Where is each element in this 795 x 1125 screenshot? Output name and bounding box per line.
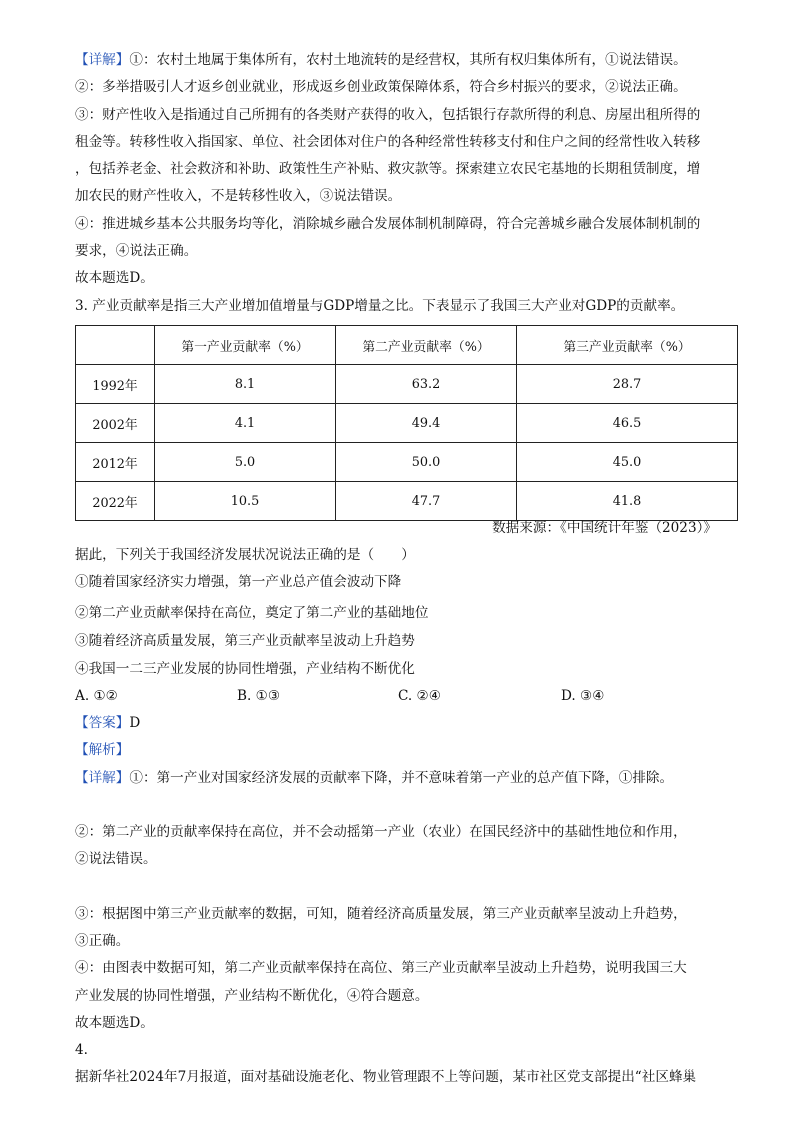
detail-2-line-1: [75, 768, 673, 788]
question-4-text: 据新华社2024年7月报道，面对基础设施老化、物业管理跟不上等问题，某市社区党支部提出“社区蜂巢: [75, 1069, 697, 1085]
table-row: [76, 443, 738, 482]
table-cell: 49.4: [336, 404, 517, 443]
table-cell: 10.5: [155, 482, 336, 521]
detail-1-conclusion: 故本题选D。: [75, 270, 154, 286]
question-4-number: 4.: [75, 1042, 88, 1058]
table-header-cell: [76, 326, 155, 365]
table-cell-year: 2022年: [76, 482, 155, 521]
detail-2-line-6: ④：由图表中数据可知，第二产业贡献率保持在高位、第三产业贡献率呈波动上升趋势，说明我国三大: [75, 960, 687, 976]
detail-tag: 【详解】: [75, 770, 130, 786]
table-cell: 63.2: [336, 365, 517, 404]
detail-1-line-6: 加农民的财产性收入，不是转移性收入，③说法错误。: [75, 188, 402, 204]
answer-line: [75, 713, 140, 733]
table-header-cell: 第三产业贡献率（%）: [517, 326, 738, 365]
option-d: D. ③④: [561, 688, 605, 704]
question-3-stem: 3. 产业贡献率是指三大产业增加值增量与GDP增量之比。下表显示了我国三大产业对GDP的贡献率。: [75, 298, 685, 314]
option-b: B. ①③: [237, 688, 281, 704]
option-a: A. ①②: [75, 688, 118, 704]
statement-3: ③随着经济高质量发展，第三产业贡献率呈波动上升趋势: [75, 633, 415, 649]
table-cell: 8.1: [155, 365, 336, 404]
detail-1-line-4: 租金等。转移性收入指国家、单位、社会团体对住户的各种经常性转移支付和住户之间的经常性收入转移: [75, 134, 701, 150]
table-cell: 46.5: [517, 404, 738, 443]
detail-2-line-4: ③：根据图中第三产业贡献率的数据，可知，随着经济高质量发展，第三产业贡献率呈波动上升趋势，: [75, 906, 687, 922]
table-cell: 4.1: [155, 404, 336, 443]
table-cell-year: 1992年: [76, 365, 155, 404]
detail-2-text: ①：第一产业对国家经济发展的贡献率下降，并不意味着第一产业的总产值下降，①排除。: [129, 770, 674, 786]
detail-2-line-5: ③正确。: [75, 933, 130, 949]
table-row: [76, 365, 738, 404]
table-header-cell: 第二产业贡献率（%）: [336, 326, 517, 365]
question-3-prompt: 据此，下列关于我国经济发展状况说法正确的是（ ）: [75, 547, 415, 563]
detail-2-conclusion: 故本题选D。: [75, 1015, 154, 1031]
detail-1-line-7: ④：推进城乡基本公共服务均等化，消除城乡融合发展体制机制障碍，符合完善城乡融合发展体制机制的: [75, 216, 701, 232]
answer-value: D: [129, 715, 141, 731]
table-cell: 5.0: [155, 443, 336, 482]
table-cell: 41.8: [517, 482, 738, 521]
detail-1-line-1: [75, 50, 687, 70]
table-cell: 50.0: [336, 443, 517, 482]
table-cell-year: 2012年: [76, 443, 155, 482]
table-row: [76, 404, 738, 443]
table-row: [76, 482, 738, 521]
analysis-tag: 【解析】: [75, 742, 130, 758]
contribution-rate-table: [75, 325, 738, 521]
detail-1-line-2: ②：多举措吸引人才返乡创业就业，形成返乡创业政策保障体系，符合乡村振兴的要求，②说法正确。: [75, 79, 687, 95]
detail-2-line-3: ②说法错误。: [75, 851, 157, 867]
statement-4: ④我国一二三产业发展的协同性增强，产业结构不断优化: [75, 661, 415, 677]
detail-1-line-3: ③：财产性收入是指通过自己所拥有的各类财产获得的收入，包括银行存款所得的利息、房屋出租所得的: [75, 107, 701, 123]
table-header-row: [76, 326, 738, 365]
option-c: C. ②④: [398, 688, 441, 704]
detail-2-line-2: ②：第二产业的贡献率保持在高位，并不会动摇第一产业（农业）在国民经济中的基础性地位和作用，: [75, 824, 687, 840]
detail-1-line-8: 要求，④说法正确。: [75, 243, 198, 259]
table-cell-year: 2002年: [76, 404, 155, 443]
table-cell: 28.7: [517, 365, 738, 404]
statement-2: ②第二产业贡献率保持在高位，奠定了第二产业的基础地位: [75, 605, 429, 621]
detail-1-text: ①：农村土地属于集体所有，农村土地流转的是经营权，其所有权归集体所有，①说法错误。: [129, 52, 687, 68]
answer-tag: 【答案】: [75, 715, 130, 731]
detail-tag: 【详解】: [75, 52, 130, 68]
detail-2-line-7: 产业发展的协同性增强，产业结构不断优化，④符合题意。: [75, 988, 429, 1004]
table-cell: 47.7: [336, 482, 517, 521]
table-source-note: 数据来源：《中国统计年鉴（2023）》: [492, 520, 717, 536]
statement-1: ①随着国家经济实力增强，第一产业总产值会波动下降: [75, 574, 402, 590]
table-header-cell: 第一产业贡献率（%）: [155, 326, 336, 365]
detail-1-line-5: ，包括养老金、社会救济和补助、政策性生产补贴、救灾款等。探索建立农民宅基地的长期租赁制度，增: [75, 161, 701, 177]
table-cell: 45.0: [517, 443, 738, 482]
